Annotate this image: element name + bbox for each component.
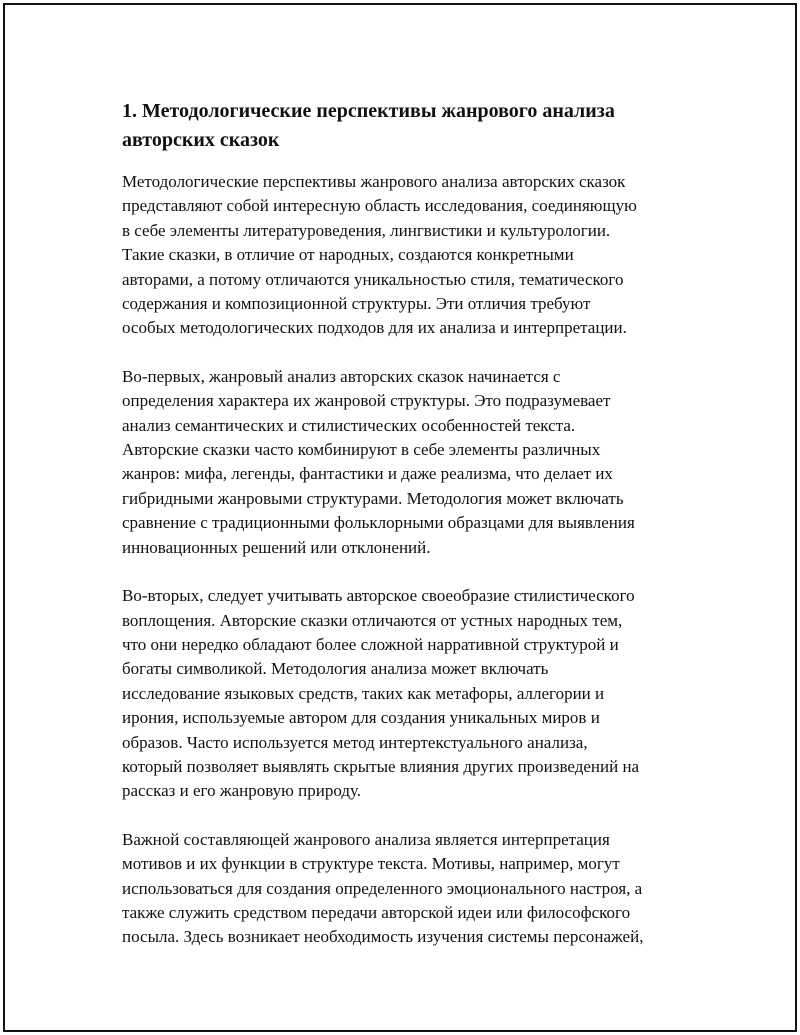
text-line: анализ семантических и стилистических особенностей текста. xyxy=(122,415,576,435)
text-line: определения характера их жанровой структуры. Это подразумевает xyxy=(122,391,611,411)
text-line: представляют собой интересную область исследования, соединяющую xyxy=(122,196,637,216)
text-line: в себе элементы литературоведения, лингвистики и культурологии. xyxy=(122,220,611,240)
text-line: содержания и композиционной структуры. Эти отличия требуют xyxy=(122,294,591,314)
text-line: Во-вторых, следует учитывать авторское своеобразие стилистического xyxy=(122,586,635,606)
text-line: жанров: мифа, легенды, фантастики и даже реализма, что делает их xyxy=(122,464,613,484)
text-line: сравнение с традиционными фольклорными образцами для выявления xyxy=(122,513,635,533)
text-line: инновационных решений или отклонений. xyxy=(122,537,431,557)
page-frame xyxy=(3,3,797,1032)
heading-line: 1. Методологические перспективы жанрового анализа xyxy=(122,100,615,122)
text-line: ирония, используемые автором для создания уникальных миров и xyxy=(122,708,600,728)
paragraph-2 xyxy=(122,365,704,560)
text-line: исследование языковых средств, таких как метафоры, аллегории и xyxy=(122,683,605,703)
text-line: рассказ и его жанровую природу. xyxy=(122,781,362,801)
text-line: Методологические перспективы жанрового анализа авторских сказок xyxy=(122,172,626,191)
text-line: что они нередко обладают более сложной нарративной структурой и xyxy=(122,634,619,654)
paragraph-3 xyxy=(122,584,704,804)
paragraph-1 xyxy=(122,170,704,341)
text-line: Авторские сказки часто комбинируют в себе элементы различных xyxy=(122,440,601,460)
text-line: образов. Часто используется метод интертекстуального анализа, xyxy=(122,732,588,752)
paragraphs xyxy=(122,170,704,950)
text-line: Во-первых, жанровый анализ авторских сказок начинается с xyxy=(122,366,561,386)
paragraph-4 xyxy=(122,828,704,950)
text-line: использоваться для создания определенного эмоционального настроя, а xyxy=(122,878,643,898)
text-line: воплощения. Авторские сказки отличаются от устных народных тем, xyxy=(122,610,623,630)
text-line: гибридными жанровыми структурами. Методология может включать xyxy=(122,488,624,508)
heading-line: авторских сказок xyxy=(122,129,280,151)
text-line: богаты символикой. Методология анализа может включать xyxy=(122,659,549,679)
section-heading xyxy=(122,97,704,155)
text-line: посыла. Здесь возникает необходимость изучения системы персонажей, xyxy=(122,927,644,947)
text-line: мотивов и их функции в структуре текста. Мотивы, например, могут xyxy=(122,854,620,874)
text-line: также служить средством передачи авторской идеи или философского xyxy=(122,902,631,922)
text-line: Такие сказки, в отличие от народных, создаются конкретными xyxy=(122,245,574,265)
text-line: который позволяет выявлять скрытые влияния других произведений на xyxy=(122,756,640,776)
document-body xyxy=(122,97,704,974)
text-line: Важной составляющей жанрового анализа является интерпретация xyxy=(122,829,610,849)
text-line: авторами, а потому отличаются уникальностью стиля, тематического xyxy=(122,269,624,289)
text-line: особых методологических подходов для их анализа и интерпретации. xyxy=(122,318,627,338)
